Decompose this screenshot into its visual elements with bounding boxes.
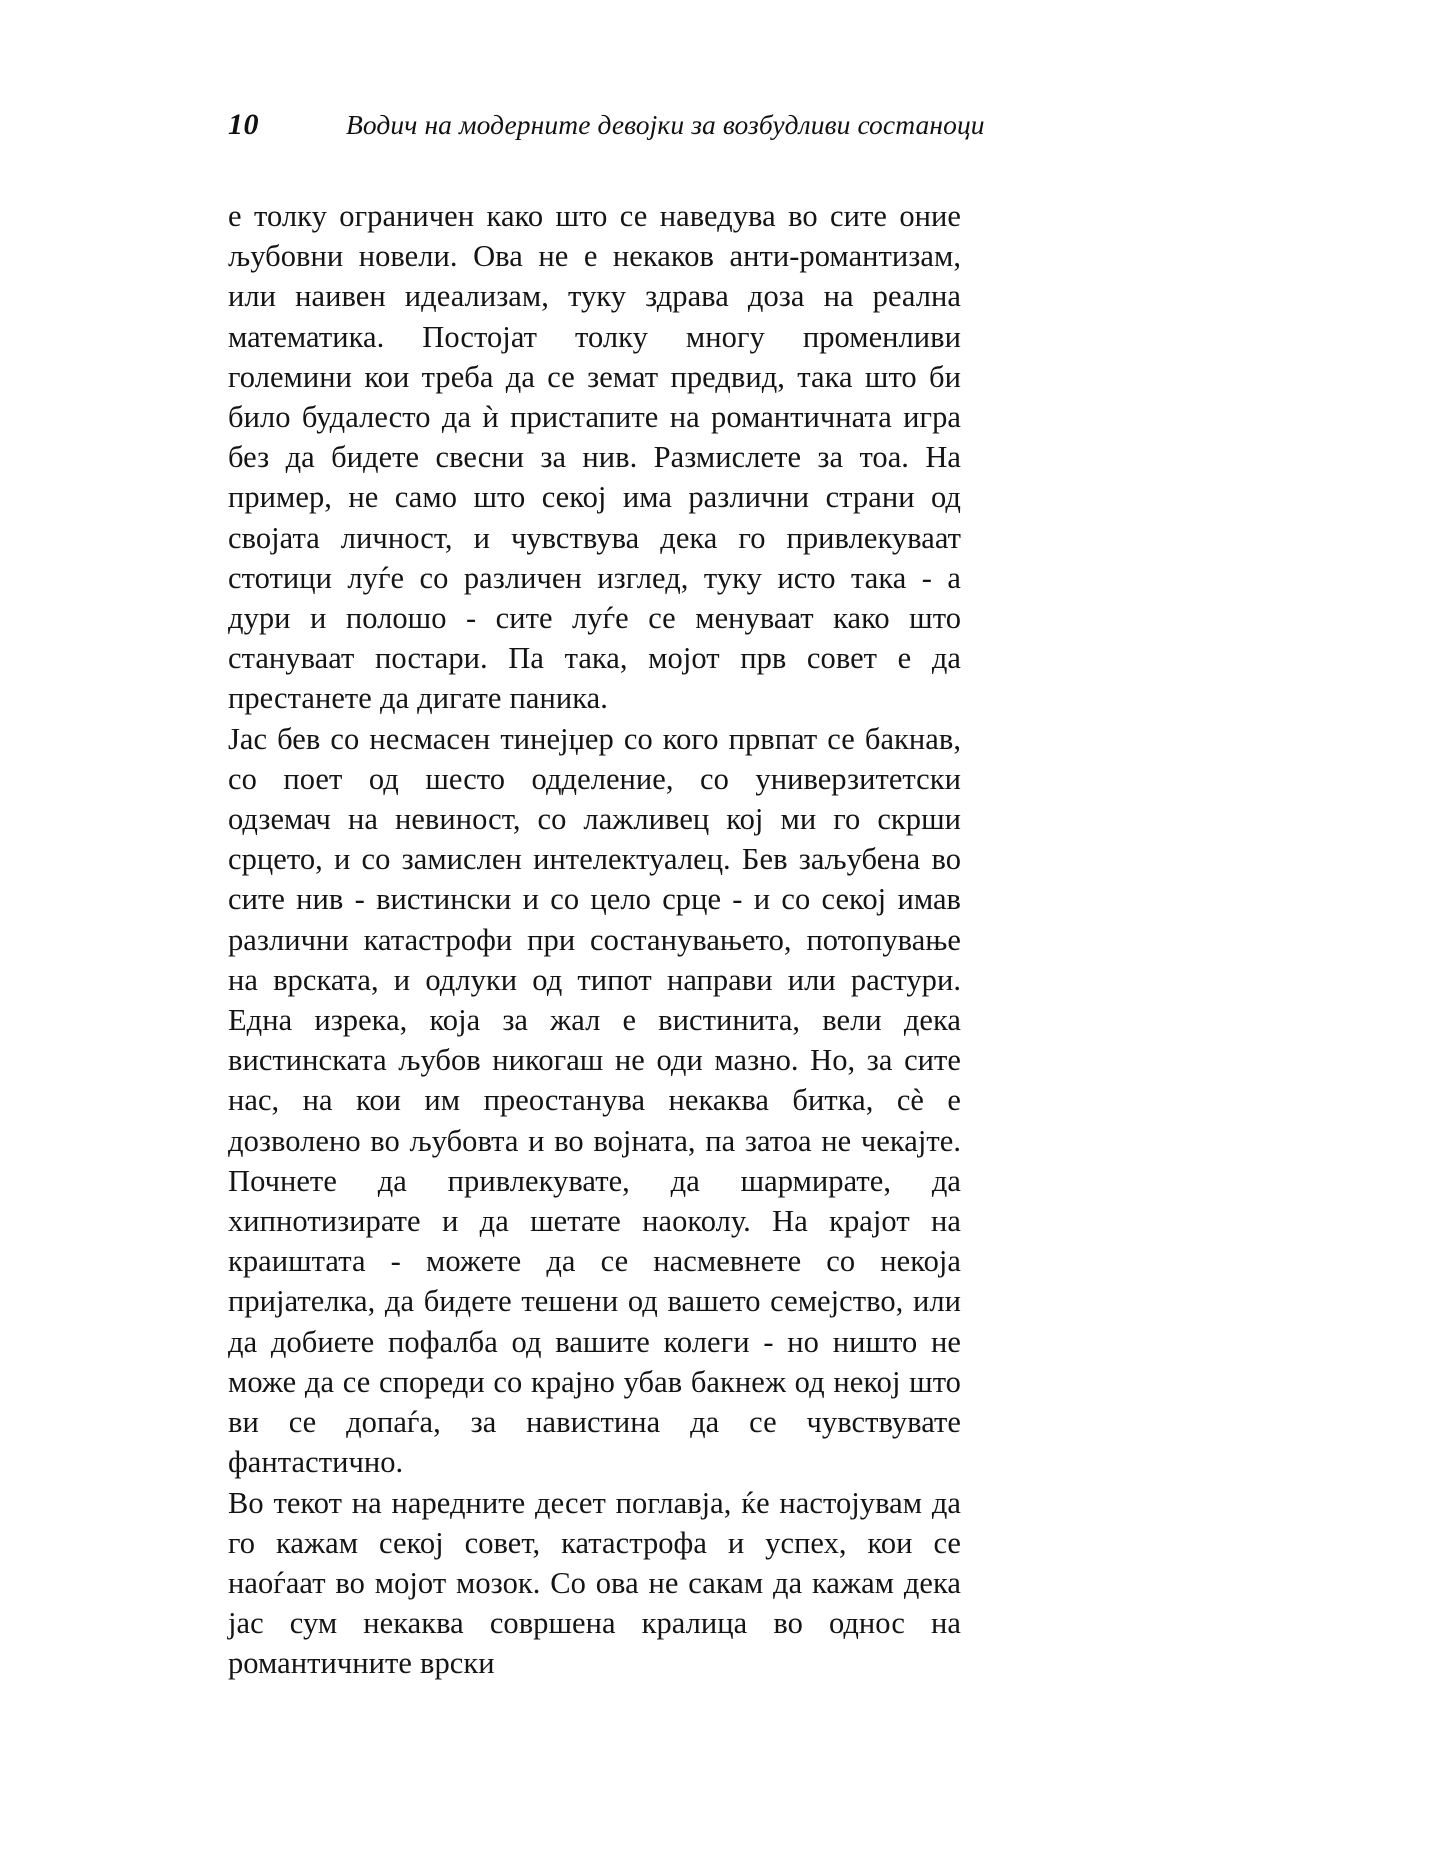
paragraph-3: Во текот на наредните десет поглавја, ќе настојувам да го кажам секој совет, катастрофа и успех, кои се наоѓаат во мојот мозок. Со ова не сакам да кажам дека јас сум некаква совршена кралица во однос на романтичните врски: [228, 1485, 961, 1681]
paragraph-1: е толку ограничен како што се наведува во сите оние љубовни новели. Ова не е некаков анти-романтизам, или наивен идеализам, туку здрава доза на реална математика. Постојат толку многу променливи големини кои треба да се земат предвид, така што би било будалесто да ѝ пристапите на романтичната игра без да бидете свесни за нив. Размислете за тоа. На пример, не само што секој има различни страни од својата личност, и чувствува дека го привлекуваат стотици луѓе со различен изглед, туку исто така - а дури и полошо - сите луѓе се менуваат како што стануваат постари. Па така, мојот прв совет е да престанете да дигате паника.: [228, 199, 961, 716]
paragraph-2: Јас бев со несмасен тинејџер со кого првпат се бакнав, со поет од шесто одделение, со универзитетски одземач на невиност, со лажливец кој ми го скрши срцето, и со замислен интелектуалец. Бев заљубена во сите нив - вистински и со цело срце - и со секој имав различни катастрофи при состанувањето, потопување на врската, и одлуки од типот направи или растури. Една изрека, која за жал е вистинита, вели дека вистинската љубов никогаш не оди мазно. Но, за сите нас, на кои им преостанува некаква битка, сè е дозволено во љубовта и во војната, па затоа не чекајте. Почнете да привлекувате, да шармирате, да хипнотизирате и да шетате наоколу. На крајот на краиштата - можете да се насмевнете со некоја пријателка, да бидете тешени од вашето семејство, или да добиете пофалба од вашите колеги - но ништо не може да се спореди со крајно убав бакнеж од некој што ви се допаѓа, за навистина да се чувствувате фантастично.: [228, 721, 961, 1480]
page-number: 10: [228, 108, 259, 141]
running-title: Водич на модерните девојки за возбудливи состаноци: [346, 109, 985, 140]
running-header: [228, 108, 988, 156]
body-text-block: [228, 196, 961, 1684]
